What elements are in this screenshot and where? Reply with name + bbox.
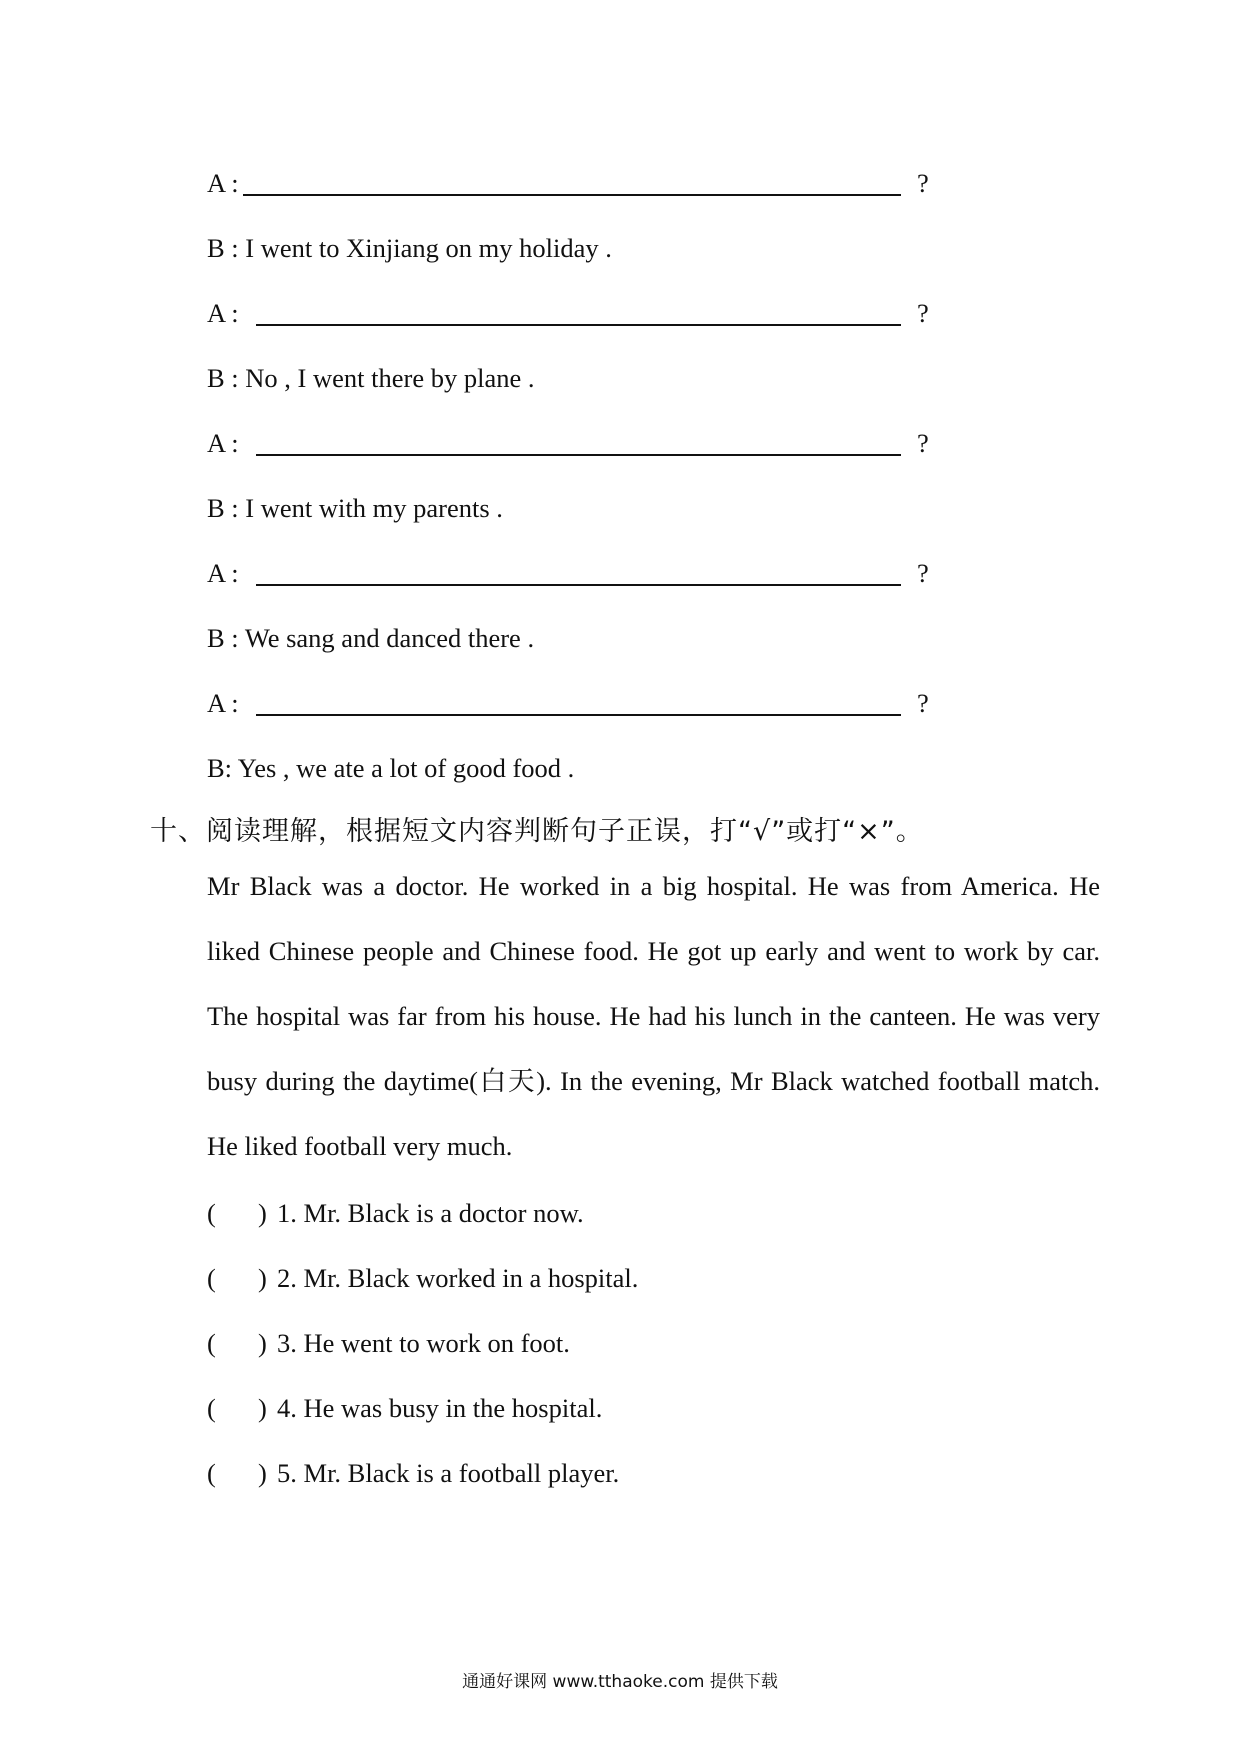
answer-bracket-open[interactable]: ( (207, 1198, 216, 1228)
speaker-label: A : (207, 688, 239, 718)
dialogue-line-a (207, 553, 239, 593)
reading-passage: Mr Black was a doctor. He worked in a big hospital. He was from America. He liked Chinese people and Chinese food. He got up early and went to work by car. The hospital was far from his house. He had his lunch in the canteen. He was very busy during the daytime(白天). In the evening, Mr Black watched football match. He liked football very much. (207, 871, 1100, 1161)
dialogue-line-b (207, 358, 535, 398)
answer-bracket-close: ) (258, 1393, 267, 1423)
section-heading: 十、阅读理解，根据短文内容判断句子正误，打“√”或打“×”。 (150, 816, 924, 847)
speaker-label: A : (207, 428, 239, 458)
dialogue-text: We sang and danced there . (244, 623, 535, 653)
answer-bracket-close: ) (258, 1198, 267, 1228)
question-mark: ? (917, 428, 929, 458)
statement-text: 1. Mr. Black is a doctor now. (277, 1198, 584, 1228)
question-mark: ? (917, 298, 929, 328)
question-mark: ? (917, 688, 929, 718)
statement-text: 3. He went to work on foot. (277, 1328, 570, 1358)
speaker-label: B : (207, 623, 239, 653)
speaker-label: B: (207, 753, 233, 783)
dialogue-line-b (207, 228, 612, 268)
answer-blank[interactable] (256, 324, 901, 326)
dialogue-line-a (207, 163, 239, 203)
dialogue-text: I went with my parents . (245, 493, 503, 523)
speaker-label: B : (207, 233, 239, 263)
question-mark: ? (917, 168, 929, 198)
answer-bracket-close: ) (258, 1328, 267, 1358)
dialogue-line-b (207, 748, 574, 788)
dialogue-line-a (207, 683, 239, 723)
speaker-label: B : (207, 363, 239, 393)
speaker-label: A : (207, 558, 239, 588)
dialogue-text: I went to Xinjiang on my holiday . (245, 233, 612, 263)
page-footer: 通通好课网 www.tthaoke.com 提供下载 (462, 1672, 778, 1692)
answer-blank[interactable] (256, 584, 901, 586)
answer-blank[interactable] (243, 194, 901, 196)
dialogue-line-a (207, 293, 239, 333)
question-mark: ? (917, 558, 929, 588)
dialogue-text: Yes , we ate a lot of good food . (237, 753, 575, 783)
statement-text: 4. He was busy in the hospital. (277, 1393, 603, 1423)
answer-bracket-open[interactable]: ( (207, 1263, 216, 1293)
answer-bracket-open[interactable]: ( (207, 1458, 216, 1488)
speaker-label: B : (207, 493, 239, 523)
answer-bracket-open[interactable]: ( (207, 1328, 216, 1358)
answer-blank[interactable] (256, 454, 901, 456)
speaker-label: A : (207, 168, 239, 198)
answer-bracket-close: ) (258, 1263, 267, 1293)
statement-text: 2. Mr. Black worked in a hospital. (277, 1263, 639, 1293)
dialogue-text: No , I went there by plane . (245, 363, 535, 393)
statement-text: 5. Mr. Black is a football player. (277, 1458, 620, 1488)
answer-blank[interactable] (256, 714, 901, 716)
dialogue-line-b (207, 618, 534, 658)
speaker-label: A : (207, 298, 239, 328)
dialogue-line-b (207, 488, 503, 528)
answer-bracket-close: ) (258, 1458, 267, 1488)
answer-bracket-open[interactable]: ( (207, 1393, 216, 1423)
dialogue-line-a (207, 423, 239, 463)
